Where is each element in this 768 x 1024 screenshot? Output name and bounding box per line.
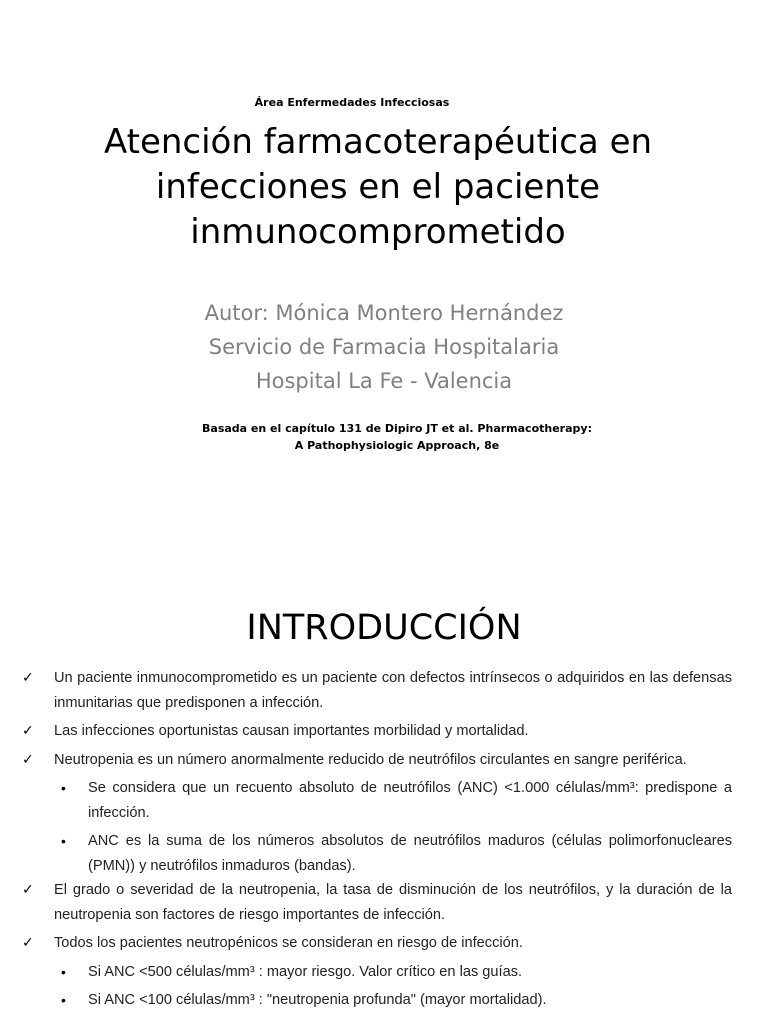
slide-heading: INTRODUCCIÓN [246, 608, 522, 648]
list-item-text: El grado o severidad de la neutropenia, la tasa de disminución de los neutrófilos, y la duración de la neutropenia son factores de riesgo importantes de infección. [54, 882, 732, 923]
author-block [0, 296, 768, 398]
checkmark-icon: ✓ [22, 751, 34, 768]
bullet-icon: • [61, 963, 66, 980]
bullet-icon: • [61, 992, 66, 1008]
check-list-item [22, 878, 732, 927]
bullet-icon: • [61, 833, 66, 849]
list-item-text: Un paciente inmunocomprometido es un paciente con defectos intrínsecos o adquiridos en las defensas inmunitarias que predisponen a infección. [54, 670, 732, 711]
check-list-item [22, 666, 732, 715]
list-item-text: Si ANC <500 células/mm³ : mayor riesgo. Valor crítico en las guías. [88, 963, 523, 980]
bullet-icon: • [61, 780, 66, 796]
checkmark-icon: ✓ [22, 723, 34, 739]
sub-bullet-item [22, 776, 732, 825]
list-item-text: Todos los pacientes neutropénicos se consideran en riesgo de infección. [54, 935, 523, 951]
list-item-text: Si ANC <100 células/mm³ : "neutropenia profunda" (mayor mortalidad). [88, 992, 547, 1008]
sub-bullet-item [22, 829, 732, 878]
sub-bullet-item [22, 988, 732, 1013]
checkmark-icon: ✓ [22, 935, 34, 951]
list-item-text: Neutropenia es un número anormalmente reducido de neutrófilos circulantes en sangre periférica. [54, 751, 687, 768]
author-name: Autor: Mónica Montero Hernández [204, 301, 564, 325]
source-line-2: A Pathophysiologic Approach, 8e [294, 439, 500, 452]
list-item-text: Las infecciones oportunistas causan importantes morbilidad y mortalidad. [54, 723, 529, 739]
check-list-item [22, 719, 732, 744]
source-note [0, 420, 768, 454]
checkmark-icon: ✓ [22, 670, 34, 686]
slide-introduction [0, 560, 768, 1024]
area-label: Área Enfermedades Infecciosas [254, 96, 450, 109]
check-list-item [22, 748, 732, 773]
checkmark-icon: ✓ [22, 882, 34, 898]
check-list-item [22, 931, 732, 956]
bullet-list [22, 666, 732, 1013]
sub-bullet-item [22, 960, 732, 985]
list-item-text: ANC es la suma de los números absolutos de neutrófilos maduros (células polimorfonucleares (PMN)) y neutrófilos inmaduros (bandas). [88, 833, 732, 874]
author-department: Servicio de Farmacia Hospitalaria [208, 335, 560, 359]
presentation-title: Atención farmacoterapéutica en infecciones en el paciente inmunocomprometido [103, 122, 653, 252]
list-item-text: Se considera que un recuento absoluto de neutrófilos (ANC) <1.000 células/mm³: predispone a infección. [88, 780, 732, 821]
source-line-1: Basada en el capítulo 131 de Dipiro JT et al. Pharmacotherapy: [202, 422, 592, 435]
author-hospital: Hospital La Fe - Valencia [255, 369, 513, 393]
